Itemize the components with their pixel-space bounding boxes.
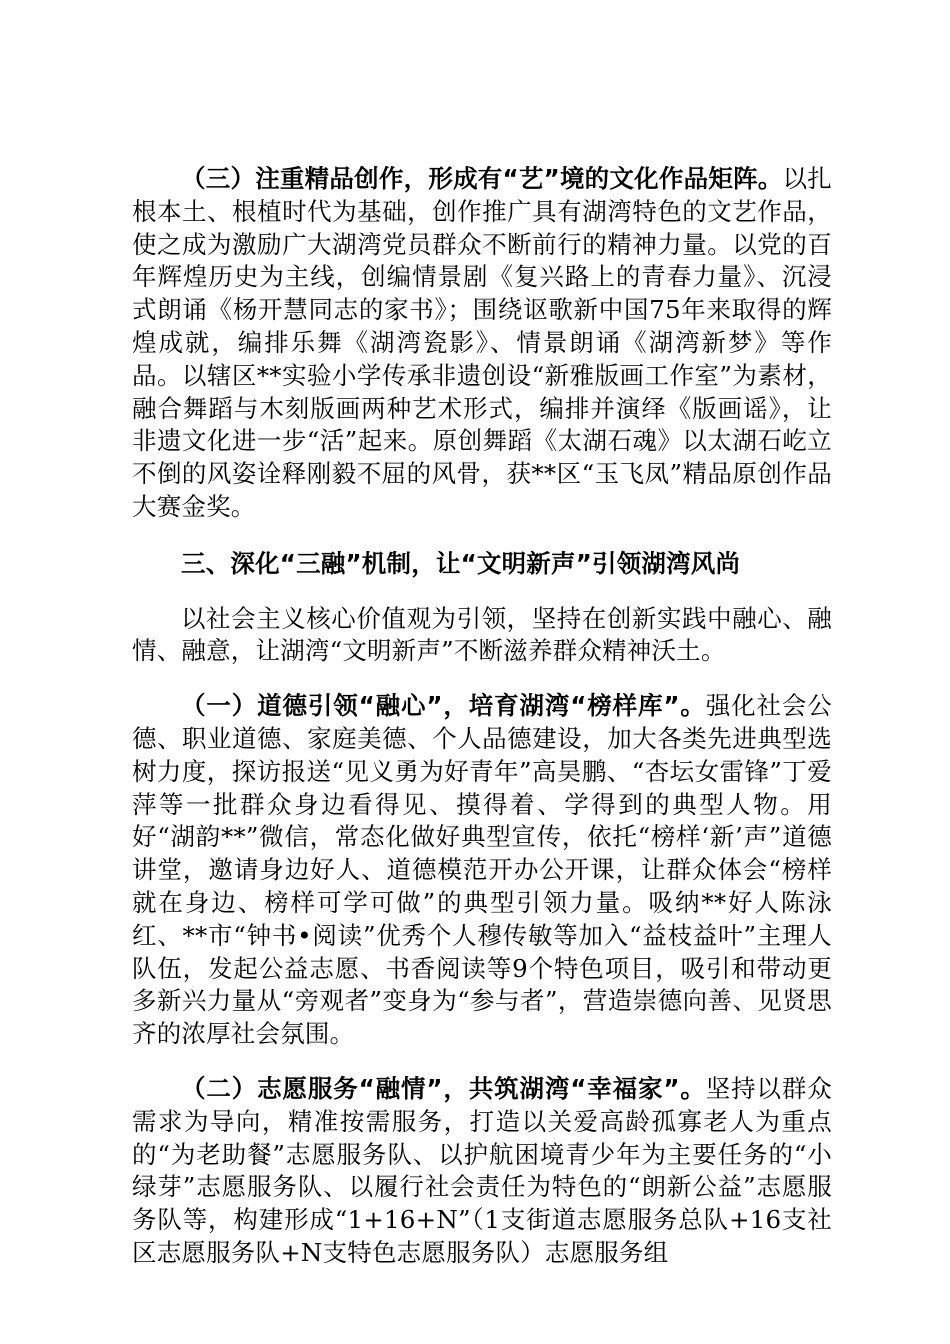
paragraph-body: 以社会主义核心价值观为引领，坚持在创新实践中融心、融情、融意，让湖湾“文明新声”不断滋养群众精神沃土。 [132, 603, 832, 666]
section-heading-three: 三、深化“三融”机制，让“文明新声”引领湖湾风尚 [181, 548, 741, 578]
paragraph-body: 强化社会公德、职业道德、家庭美德、个人品德建设，加大各类先进典型选树力度，探访报送“见义勇为好青年”高昊鹏、“杏坛女雷锋”丁爱萍等一批群众身边看得见、摸得着、学得到的典型人物。用好“湖韵**”微信，常态化做好典型宣传，依托“榜样‘新’声”道德讲堂，邀请身边好人、道德模范开办公开课，让群众体会“榜样就在身边、榜样可学可做”的典型引领力量。吸纳**好人陈泳红、**市“钟书•阅读”优秀个人穆传敏等加入“益枝益叶”主理人队伍，发起公益志愿、书香阅读等9个特色项目，吸引和带动更多新兴力量从“旁观者”变身为“参与者”，营造崇德向善、见贤思齐的浓厚社会氛围。 [132, 691, 833, 1049]
paragraph-body: 坚持以群众需求为导向，精准按需服务，打造以关爱高龄孤寡老人为重点的“为老助餐”志愿服务队、以护航困境青少年为主要任务的“小绿芽”志愿服务队、以履行社会责任为特色的“朗新公益”志愿服务队等，构建形成“1+16+N”（1支街道志愿服务总队+16支社区志愿服务队+N支特色志愿服务队）志愿服务组 [132, 1073, 833, 1267]
paragraph-moral-guidance [132, 690, 832, 1051]
document-page [132, 163, 832, 1270]
paragraph-quality-creation [132, 163, 832, 524]
paragraph-volunteer-service [132, 1073, 832, 1270]
paragraph-lead-title: （二）志愿服务“融情”，共筑湖湾“幸福家”。 [181, 1073, 706, 1103]
paragraph-lead-title: （一）道德引领“融心”，培育湖湾“榜样库”。 [181, 691, 706, 721]
paragraph-lead-title: （三）注重精品创作，形成有“艺”境的文化作品矩阵。 [181, 164, 783, 193]
paragraph-body: 以扎根本土、根植时代为基础，创作推广具有湖湾特色的文艺作品，使之成为激励广大湖湾党员群众不断前行的精神力量。以党的百年辉煌历史为主线，创编情景剧《复兴路上的青春力量》、沉浸式朗诵《杨开慧同志的家书》；围绕讴歌新中国75年来取得的辉煌成就，编排乐舞《湖湾瓷影》、情景朗诵《湖湾新梦》等作品。以辖区**实验小学传承非遗创设“新雅版画工作室”为素材，融合舞蹈与木刻版画两种艺术形式，编排并演绎《版画谣》，让非遗文化进一步“活”起来。原创舞蹈《太湖石魂》以太湖石屹立不倒的风姿诠释刚毅不屈的风骨，获**区“玉飞凤”精品原创作品大赛金奖。 [132, 164, 832, 521]
paragraph-section-intro [132, 603, 832, 669]
